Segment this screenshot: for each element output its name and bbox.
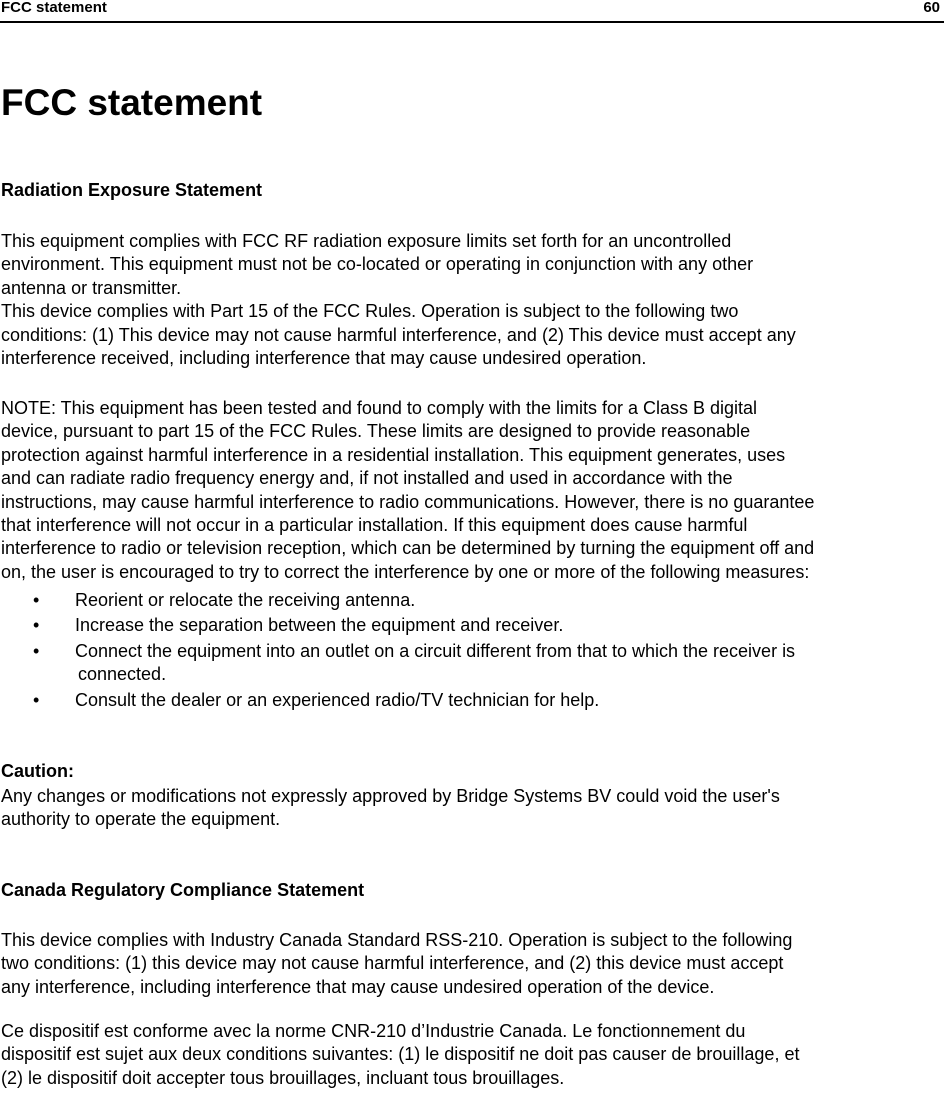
text-line: Ce dispositif est conforme avec la norme CNR-210 d’Industrie Canada. Le fonctionnement du [1,1021,746,1041]
page-header [0,0,944,23]
text-line: any interference, including interference that may cause undesired operation of the device. [1,976,715,997]
list-item [33,640,795,687]
text-line: instructions, may cause harmful interference to radio communications. However, there is no guarantee [1,491,815,512]
page-number: 60 [923,0,940,16]
list-item [33,614,795,637]
bullet-icon: • [33,590,40,610]
text-line: dispositif est sujet aux deux conditions suivantes: (1) le dispositif ne doit pas causer de brouillage, et [1,1044,800,1065]
text-line: Any changes or modifications not expressly approved by Bridge Systems BV could void the user's [1,786,780,806]
caution-paragraph [1,785,944,832]
caution-heading: Caution: [1,761,74,781]
measures-list [33,589,795,712]
text-line: two conditions: (1) this device may not cause harmful interference, and (2) this device must accept [1,953,784,974]
bullet-text-continuation: connected. [78,664,167,685]
text-line: This equipment complies with FCC RF radiation exposure limits set forth for an uncontrolled [1,231,732,251]
bullet-icon: • [33,615,40,636]
text-line: authority to operate the equipment. [1,809,281,830]
header-section-title: FCC statement [1,0,107,16]
list-item [33,589,795,612]
text-line: protection against harmful interference in a residential installation. This equipment generates, uses [1,444,786,465]
text-line: interference received, including interference that may cause undesired operation. [1,348,647,369]
radiation-paragraph [1,230,944,370]
text-line: interference to radio or television reception, which can be determined by turning the equipment off and [1,538,815,559]
text-line: conditions: (1) This device may not cause harmful interference, and (2) This device must accept any [1,324,796,345]
text-line: This device complies with Industry Canada Standard RSS-210. Operation is subject to the following [1,930,793,950]
text-line: NOTE: This equipment has been tested and found to comply with the limits for a Class B digital [1,398,758,418]
note-paragraph [1,397,944,584]
text-line: environment. This equipment must not be co-located or operating in conjunction with any other [1,254,754,275]
list-item [33,689,795,712]
canada-french-paragraph [1,1020,944,1090]
bullet-icon: • [33,640,40,661]
text-line: on, the user is encouraged to try to correct the interference by one or more of the following measures: [1,561,810,582]
text-line: (2) le dispositif doit accepter tous brouillages, incluant tous brouillages. [1,1067,565,1088]
text-line: antenna or transmitter. [1,277,182,298]
text-line: This device complies with Part 15 of the FCC Rules. Operation is subject to the following two [1,301,739,322]
text-line: and can radiate radio frequency energy and, if not installed and used in accordance with the [1,468,733,489]
radiation-heading: Radiation Exposure Statement [1,180,263,200]
bullet-icon: • [33,689,40,710]
page-title: FCC statement [1,82,263,123]
text-line: that interference will not occur in a particular installation. If this equipment does cause harmful [1,515,748,536]
bullet-text: Connect the equipment into an outlet on a circuit different from that to which the receiver is [75,640,796,661]
bullet-text: Increase the separation between the equipment and receiver. [75,615,564,636]
canada-heading: Canada Regulatory Compliance Statement [1,880,365,900]
bullet-text: Consult the dealer or an experienced radio/TV technician for help. [75,689,600,710]
bullet-text: Reorient or relocate the receiving antenna. [75,590,416,610]
text-line: device, pursuant to part 15 of the FCC Rules. These limits are designed to provide reasonable [1,421,751,442]
canada-english-paragraph [1,929,944,999]
